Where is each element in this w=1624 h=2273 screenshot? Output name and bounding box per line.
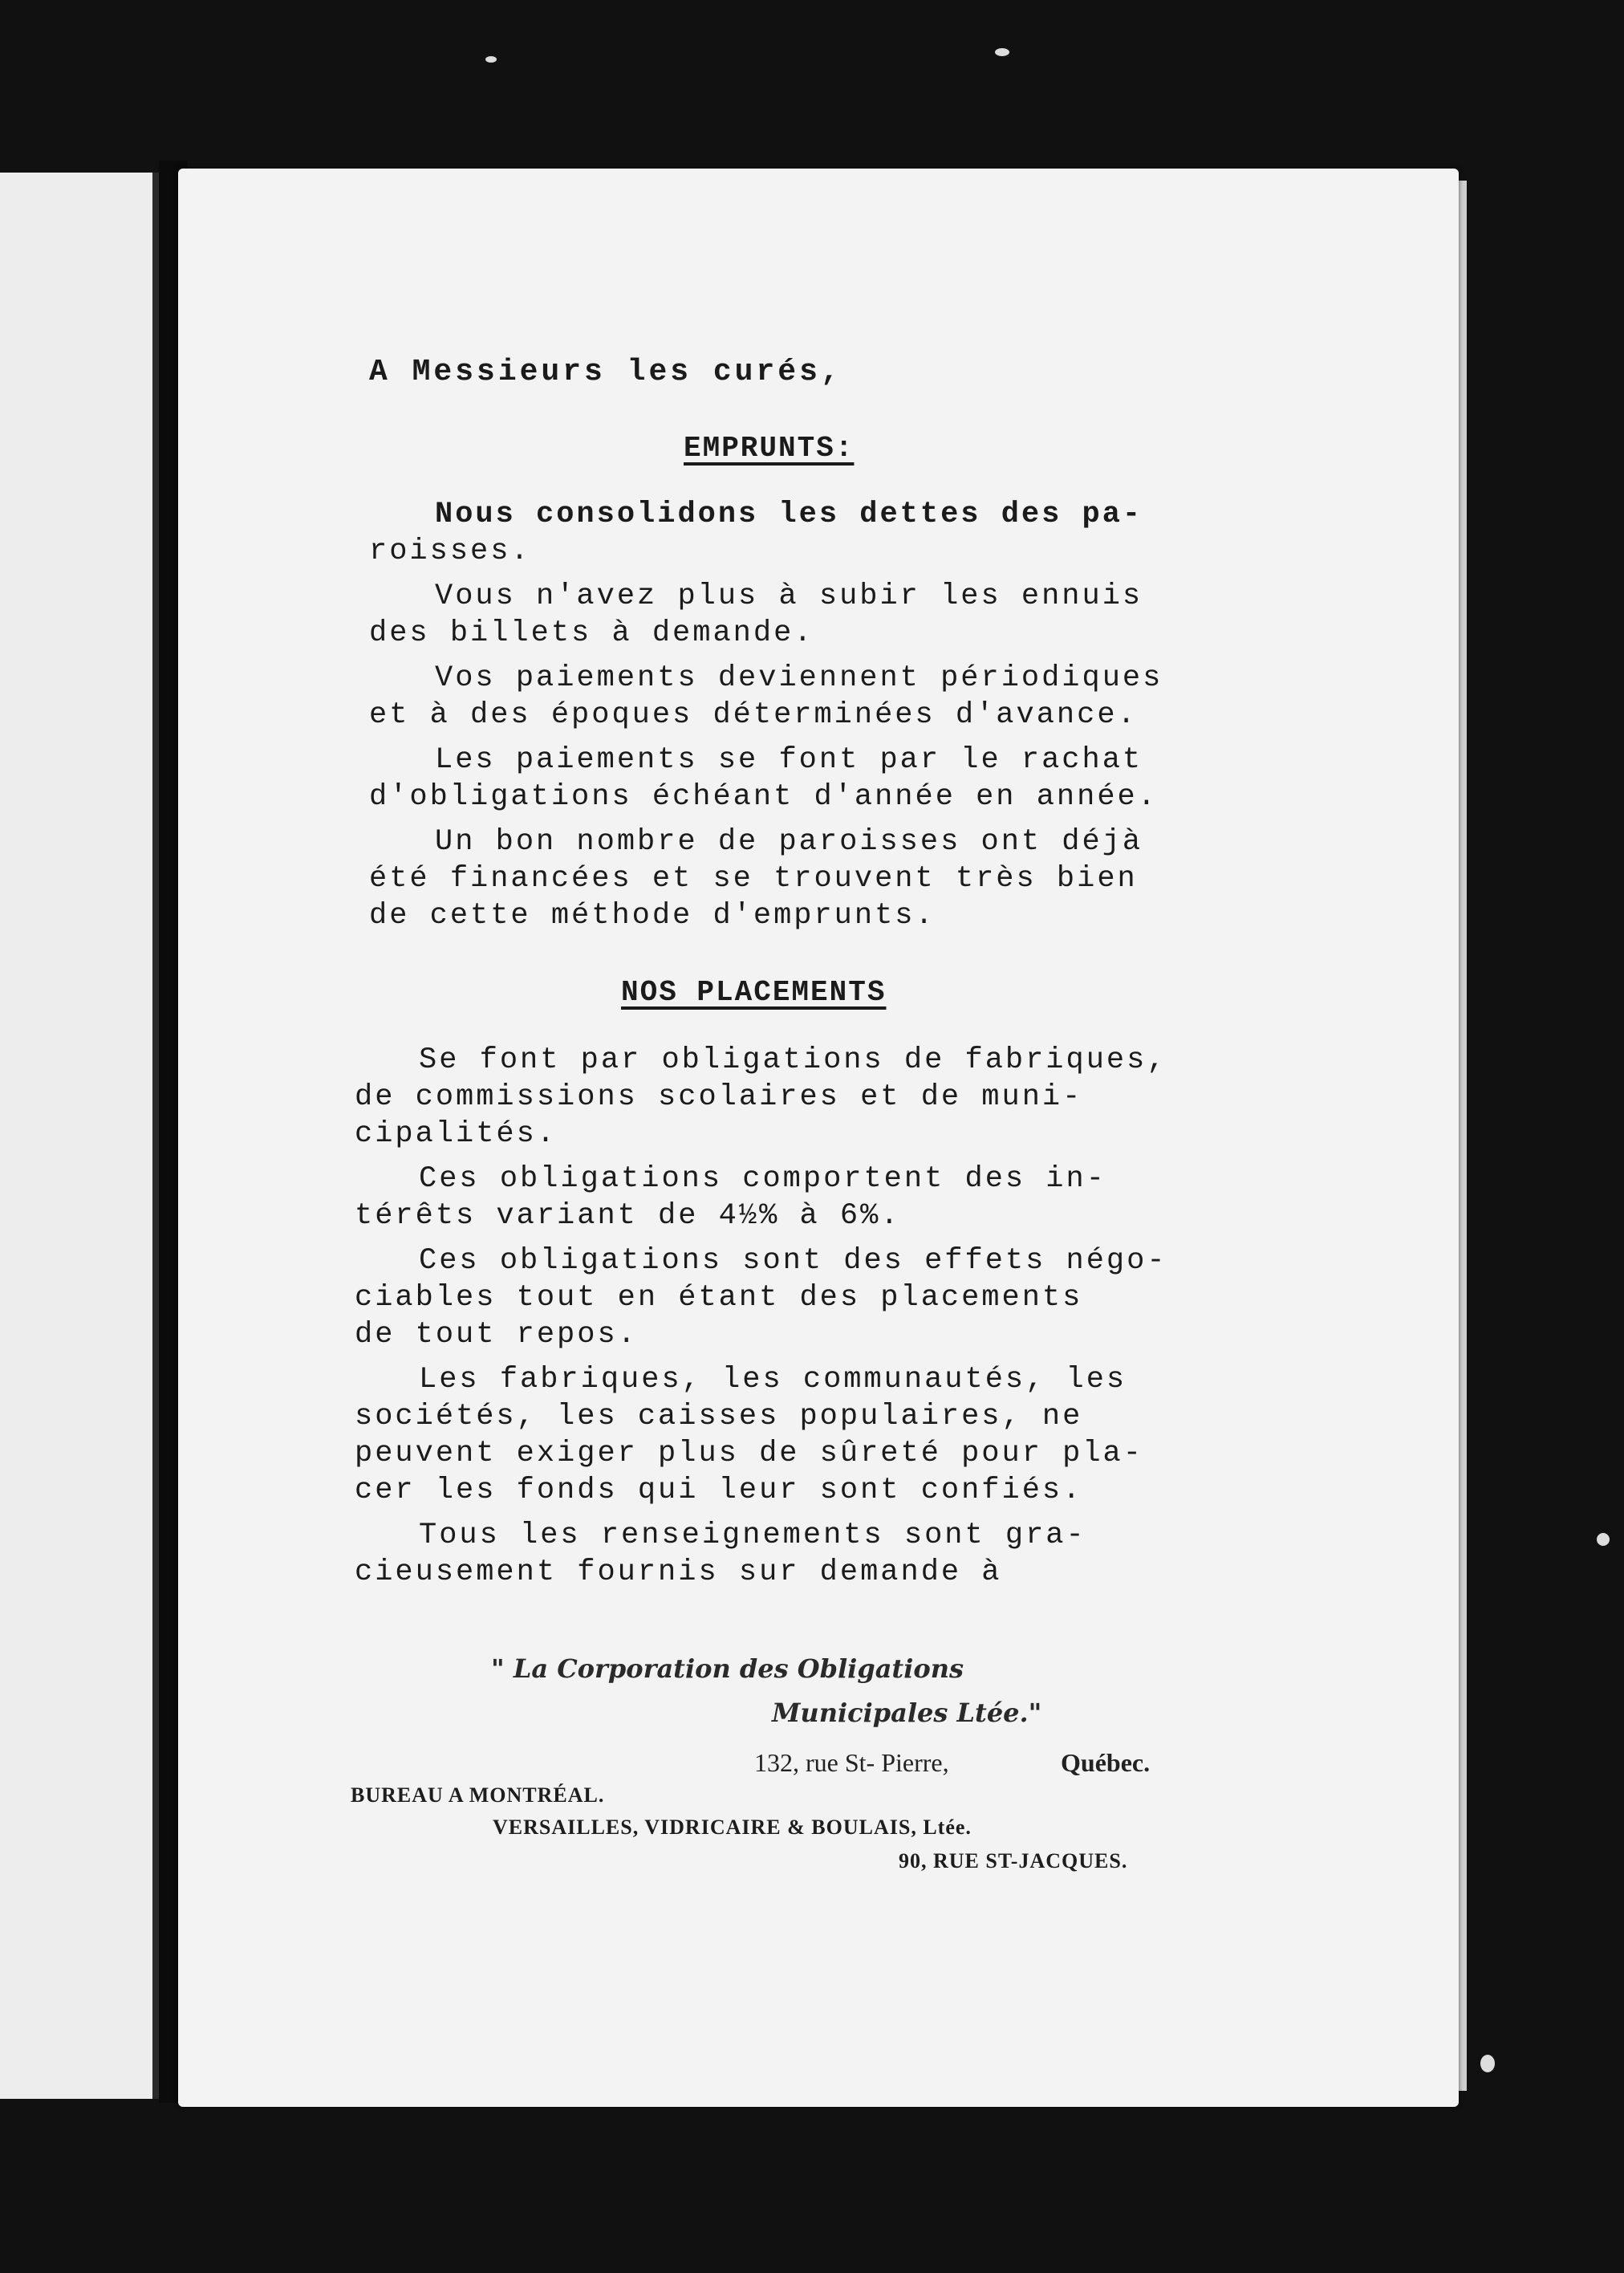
section-heading-placements: NOS PLACEMENTS (621, 976, 887, 1009)
emprunts-line: Vous n'avez plus à subir les ennuis (435, 579, 1143, 613)
corporation-name-line1: " La Corporation des Obligations (491, 1653, 964, 1684)
placements-line: Ces obligations sont des effets négo- (419, 1244, 1167, 1278)
placements-line: térêts variant de 4½% à 6%. (355, 1199, 901, 1233)
firm-name: VERSAILLES, VIDRICAIRE & BOULAIS, Ltée. (493, 1816, 972, 1839)
firm-street: 90, RUE ST-JACQUES. (899, 1849, 1128, 1872)
emprunts-line: Les paiements se font par le rachat (435, 743, 1143, 777)
emprunts-line: roisses. (369, 535, 531, 568)
placements-line: cieusement fournis sur demande à (355, 1555, 1002, 1589)
placements-line: sociétés, les caisses populaires, ne (355, 1400, 1083, 1433)
emprunts-line: des billets à demande. (369, 616, 814, 650)
placements-line: de commissions scolaires et de muni- (355, 1080, 1083, 1114)
emprunts-line: et à des époques déterminées d'avance. (369, 698, 1138, 732)
emprunts-line: Vos paiements deviennent périodiques (435, 661, 1163, 695)
emprunts-line: été financées et se trouvent très bien (369, 862, 1138, 896)
emprunts-line: de cette méthode d'emprunts. (369, 899, 936, 933)
document-page (178, 169, 1459, 2107)
placements-line: cer les fonds qui leur sont confiés. (355, 1474, 1083, 1507)
placements-line: Les fabriques, les communautés, les (419, 1363, 1127, 1397)
emprunts-line: Nous consolidons les dettes des pa- (435, 498, 1143, 531)
corporation-address: 132, rue St- Pierre, (754, 1748, 949, 1777)
emprunts-line: d'obligations échéant d'année en année. (369, 780, 1158, 814)
placements-line: Ces obligations comportent des in- (419, 1162, 1106, 1196)
placements-line: Tous les renseignements sont gra- (419, 1519, 1086, 1552)
placements-line: Se font par obligations de fabriques, (419, 1043, 1167, 1077)
facing-page-edge (0, 173, 159, 2099)
salutation: A Messieurs les curés, (369, 355, 842, 389)
corporation-city: Québec. (1061, 1748, 1151, 1777)
film-speck (485, 56, 497, 63)
page-text (178, 169, 1459, 2107)
placements-line: cipalités. (355, 1117, 558, 1151)
corporation-name-line2: Municipales Ltée." (772, 1698, 1042, 1728)
placements-line: ciables tout en étant des placements (355, 1281, 1083, 1315)
film-speck (1480, 2055, 1495, 2072)
placements-line: de tout repos. (355, 1318, 638, 1352)
section-heading-emprunts: EMPRUNTS: (684, 432, 855, 465)
bureau-label: BUREAU A MONTRÉAL. (351, 1783, 605, 1807)
placements-line: peuvent exiger plus de sûreté pour pla- (355, 1437, 1143, 1470)
emprunts-line: Un bon nombre de paroisses ont déjà (435, 825, 1143, 859)
film-speck (1597, 1533, 1610, 1546)
film-speck (995, 48, 1009, 56)
